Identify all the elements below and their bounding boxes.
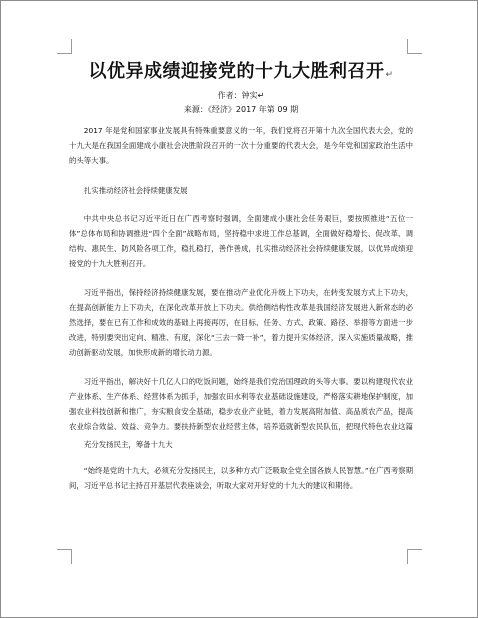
paragraph-mark-icon: ↵	[385, 70, 394, 80]
body-paragraph-intro: 2017 年是党和国家事业发展具有特殊重要意义的一年，我们党将召开第十九次全国代表大会，党的十九大是在我国全面建成小康社会决胜阶段召开的一次十分重要的代表大会，是今年党和国家政治生活中的头等大事。	[69, 126, 413, 165]
crop-mark-bottom-left	[57, 549, 72, 564]
source-line: 来源：《经济》2017 年第 09 期	[183, 105, 299, 114]
body-paragraph-guangxi: 中共中央总书记习近平近日在广西考察时强调，全面建成小康社会任务艰巨，要按照推进“五位一体”总体布局和协调推进“四个全面”战略布局，坚持稳中求进工作总基调，全面做好稳增长、促改革、调结构、惠民生、防风险各项工作，稳扎稳打，善作善成，扎实推动经济社会持续健康发展，以优异成绩迎接党的十九大胜利召开。	[69, 214, 413, 268]
body-paragraph-agriculture: 习近平指出，解决好十几亿人口的吃饭问题，始终是我们党治国理政的头等大事。要以构建现代农业产业体系、生产体系、经营体系为抓手，加强农田水利等农业基础设施建设，严格落实耕地保护制度，加强农业科技创新和推广，夯实粮食安全基础，稳步农业产业链，着力发展高附加值、高品质农产品，提高农业综合效益、效益、竞争力。要扶持新型农业经营主体，培养造就新型农民队伍，把现代特色农业这篇	[69, 377, 413, 431]
crop-mark-bottom-right	[407, 549, 422, 564]
section-heading-democracy: 充分发扬民主，筹备十九大	[84, 440, 173, 449]
title-text: 以优异成绩迎接党的十九大胜利召开	[88, 61, 385, 82]
author-byline: 作者：钟实↵	[217, 91, 265, 100]
crop-mark-top-right	[407, 39, 422, 54]
body-paragraph-democracy: “始终是党的十九大，必须充分发扬民主，以多种方式广泛吸取全党全国各族人民智慧。”在广西考察期间，习近平总书记主持召开基层代表座谈会，听取大家对开好党的十九大的建议和期待。	[69, 466, 413, 490]
document-title	[61, 60, 421, 87]
section-heading-economy: 扎实推动经济社会持续健康发展	[84, 186, 188, 195]
body-paragraph-reform: 习近平指出，保持经济持续健康发展，要在推动产业优化升级上下功夫，在转变发展方式上下功夫，在提高创新能力上下功夫，在深化改革开放上下功夫。供给侧结构性改革是我国经济发展进入新常态的必然选择，要在已有工作和成效的基础上再接再厉，在目标、任务、方式、政策、路径、举措等方面进一步改进，特别要突出定向、精准、有度，深化“三去一降一补”，着力提升实体经济，深入实施质量战略，推动创新驱动发展，加快形成新的增长动力源。	[69, 288, 413, 357]
crop-mark-top-left	[57, 39, 72, 54]
